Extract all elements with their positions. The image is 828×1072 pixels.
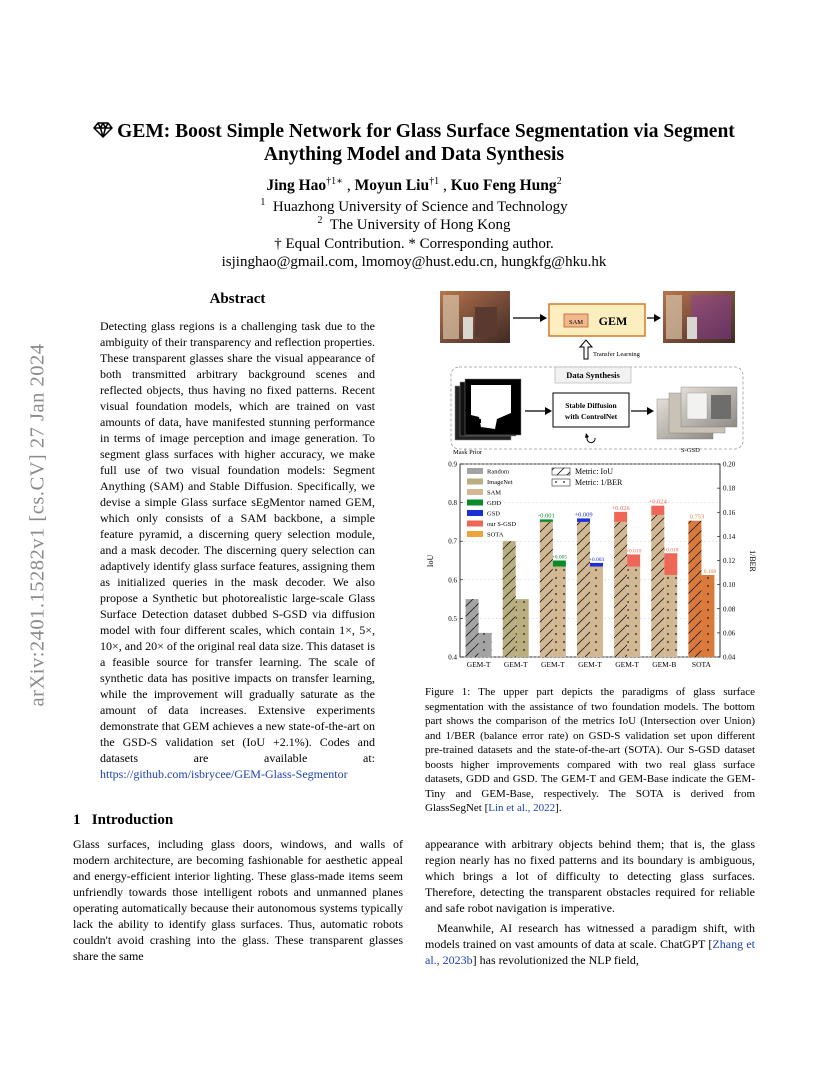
right-tick-label: 0.20 (723, 460, 736, 469)
figure-1 (425, 287, 755, 680)
title-line-1: GEM: Boost Simple Network for Glass Surface Segmentation via Segment (117, 121, 735, 142)
gem-box (549, 304, 645, 336)
author-name: Moyun Liu (354, 177, 430, 194)
iou-bar-hatch (577, 522, 590, 657)
iou-gain-segment (614, 512, 627, 522)
transfer-label: Transfer Learning (593, 351, 640, 358)
right-tick-label: 0.12 (723, 557, 736, 565)
code-link[interactable]: https://github.com/isbrycee/GEM-Glass-Segmentor (100, 767, 348, 781)
iou-bar-hatch (614, 522, 627, 657)
author-list: Jing Hao$^{\dagger 1∗}$ , Moyun Liu$^{\dagger 1}$ , Kuo Feng Hung$^2$ (266, 176, 562, 194)
legend-label: ImageNet (487, 479, 513, 486)
arrow-head (654, 314, 661, 322)
affiliation-name: The University of Hong Kong (329, 217, 511, 233)
section-heading (73, 812, 173, 829)
left-tick-label: 0.4 (448, 653, 457, 662)
paradigm-diagram (440, 291, 743, 456)
iou-ber-chart (426, 461, 757, 670)
sam-label: SAM (568, 319, 584, 326)
ber-bar-dots (553, 567, 566, 657)
legend-label: GDD (487, 500, 502, 507)
abstract-heading: Abstract (209, 291, 266, 307)
data-synthesis-label: Data Synthesis (566, 370, 620, 380)
x-tick-labels (467, 660, 712, 669)
legend-label: SOTA (487, 531, 504, 539)
ber-gain-label: +0.003 (588, 556, 605, 563)
ber-value-label: 0.108 (703, 568, 717, 575)
x-tick-label: GEM-T (466, 660, 491, 669)
section-number: 1 (73, 812, 81, 828)
ber-gain-label: +0.010 (625, 548, 642, 555)
affiliation-mark: 2 (317, 215, 323, 226)
legend-swatch (467, 468, 483, 474)
legend-swatch (467, 510, 483, 516)
x-tick-label: GEM-B (652, 660, 677, 669)
transfer-arrow-icon (580, 340, 592, 359)
metric-swatch-pattern (552, 479, 570, 486)
left-tick-label: 0.7 (448, 537, 457, 546)
iou-gain-segment (651, 506, 664, 515)
paragraph-text: ] has revolutionized the NLP field, (472, 953, 639, 967)
ber-bar-dots (701, 575, 714, 657)
x-tick-label: SOTA (691, 660, 711, 669)
author-mark: †1 (429, 176, 440, 187)
gem-label: GEM (598, 314, 628, 328)
x-tick-label: GEM-T (615, 660, 640, 669)
author-mark: †1∗ (326, 176, 343, 187)
arrow-head (540, 314, 547, 322)
abstract-text: Detecting glass regions is a challenging task due to the ambiguity of their transparency and reflection properties. These transparent glasses share the visual appearance of both transmitted arbitrary background scenes and reflected objects, thus having no fixed patterns. Recent visual foundation models, which are trained on vast amounts of data, have manifested stunning performance in terms of image perception and image generation. To segment glass surfaces with higher accuracy, we make full use of two visual foundation models: Segment Anything (SAM) and Stable Diffusion. Specifically, we devise a simple Glass surface sEgMentor named GEM, which only consists of a SAM backbone, a simple feature pyramid, a discerning query selection module, and a mask decoder. The discerning query selection can adaptively identify glass surface features, assigning them as initialized queries in the mask decoder. We also propose a Synthetic but photorealistic large-scale Glass Surface Detection dataset dubbed S-GSD via diffusion model with four different scales, which contain 1×, 5×, 10×, and 20× of the original real data size. This dataset is a feasible source for transfer learning. The scale of synthetic data has positive impacts on transfer learning, while the improvement will gradually saturate as the amount of data increases. Extensive experiments demonstrate that GEM achieves a new state-of-the-art on the GSD-S validation set (IoU +2.1%). Codes and datasets are available at: (100, 319, 375, 765)
legend-label: GSD (487, 510, 501, 518)
right-tick-label: 0.14 (723, 532, 736, 541)
paper-title (80, 120, 748, 166)
right-tick-label: 0.06 (723, 629, 736, 638)
legend-label: Random (487, 468, 510, 476)
author-mark: 2 (556, 176, 562, 187)
ber-gain-segment (627, 554, 640, 566)
x-tick-label: GEM-T (578, 660, 602, 669)
section-title: Introduction (91, 812, 174, 828)
contribution-note: † Equal Contribution. * Corresponding author. (274, 236, 554, 252)
iou-gain-segment (540, 519, 553, 522)
legend (467, 468, 516, 539)
ber-gain-segment (664, 553, 677, 575)
legend-label: SAM (487, 489, 502, 497)
legend-swatch (467, 531, 483, 537)
figure-caption (425, 685, 755, 816)
legend-label: our S-GSD (487, 521, 517, 528)
caption-text: ]. (555, 802, 562, 814)
right-tick-label: 0.08 (723, 605, 736, 614)
cycle-icon-head (585, 433, 589, 438)
metric-swatch-pattern (552, 468, 570, 475)
right-tick-label: 0.18 (723, 484, 736, 493)
intro-column-2 (425, 836, 755, 968)
legend-swatch (467, 500, 483, 506)
paragraph: appearance with arbitrary objects behind them; that is, the glass region nearly has no fixed patterns and its boundary is ambiguous, which brings a lot of difficulty to detecting glass surfaces. Therefore, detecting the transparent obstacles required for reliable and safe robot navigation is imperative. (425, 837, 755, 915)
arrow-head (545, 407, 552, 415)
right-tick-label: 0.10 (723, 581, 736, 590)
left-tick-label: 0.8 (448, 499, 457, 508)
ber-bar-dots (664, 575, 677, 657)
sd-label: with ControlNet (564, 412, 618, 421)
x-tick-label: GEM-T (540, 660, 565, 669)
iou-value-label: 0.753 (689, 513, 705, 521)
affiliation (80, 216, 748, 234)
arxiv-sidebar (18, 290, 58, 760)
left-tick-label: 0.6 (448, 576, 457, 585)
iou-gain-label: -0.001 (537, 512, 555, 520)
paragraph-text: Meanwhile, AI research has witnessed a paradigm shift, with models trained on vast amounts of data at scale. ChatGPT [ (425, 921, 755, 951)
left-tick-label: 0.5 (448, 614, 457, 623)
iou-gain-label: +0.026 (611, 504, 630, 512)
ber-bar-dots (479, 633, 492, 657)
iou-bar-hatch (466, 599, 479, 657)
iou-bar-hatch (503, 541, 516, 657)
stable-diffusion-box (553, 393, 629, 427)
iou-gain-segment (577, 518, 590, 521)
metric-legend (552, 467, 623, 487)
author-emails: isjinghao@gmail.com, lmomoy@hust.edu.cn, hungkfg@hku.hk (221, 254, 607, 270)
sd-label: Stable Diffusion (565, 401, 617, 410)
iou-gain-label: +0.009 (574, 511, 593, 519)
legend-swatch (467, 521, 483, 527)
legend-swatch (467, 489, 483, 495)
affiliation (80, 198, 748, 216)
ber-bar-dots (590, 567, 603, 657)
author-name: Kuo Feng Hung (450, 177, 557, 194)
right-tick-label: 0.04 (723, 653, 736, 662)
mask-prior-stack (455, 379, 521, 440)
sgsd-image-stack (657, 387, 737, 439)
ber-gain-segment (553, 561, 566, 567)
x-tick-label: GEM-T (503, 660, 528, 669)
left-tick-label: 0.9 (448, 460, 457, 469)
input-photo (440, 291, 510, 343)
affiliation-name: Huazhong University of Science and Technology (272, 199, 568, 215)
iou-gain-label: +0.024 (648, 498, 667, 506)
author-name: Jing Hao (266, 177, 327, 194)
left-axis-label: IoU (426, 554, 435, 568)
mask-prior-label: Mask Prior (453, 449, 483, 456)
sgsd-label: S-GSD (681, 447, 700, 454)
ber-bar-dots (627, 567, 640, 657)
metric-label: Metric: IoU (575, 467, 613, 476)
arxiv-id: arXiv:2401.15282v1 [cs.CV] 27 Jan 2024 (26, 343, 49, 707)
paragraph (425, 920, 755, 968)
iou-bar-hatch (540, 522, 553, 657)
output-photo (663, 291, 735, 343)
citation-link[interactable]: Zhang et al., 2023b (425, 937, 755, 967)
intro-column-1: Glass surfaces, including glass doors, windows, and walls of modern architecture, are becoming fashionable for aesthetic appeal and energy-efficient interior lighting. These glass-made items seem unfriendly towards those intelligent robots and unmanned planes operating automatically because their autonomous systems typically lack the ability to identify glass surfaces. Thus, automatic robots couldn't avoid crashing into the glass. These transparent glasses share the same (73, 837, 403, 963)
abstract-body (100, 318, 375, 782)
right-tick-label: 0.16 (723, 508, 736, 517)
ber-gain-label: +0.005 (551, 554, 568, 561)
legend-swatch (467, 479, 483, 485)
arrow-head (647, 407, 654, 415)
citation-link[interactable]: Lin et al., 2022 (488, 802, 556, 814)
iou-bar-hatch (651, 515, 664, 657)
title-line-2: Anything Model and Data Synthesis (263, 144, 565, 165)
gem-icon (93, 122, 113, 138)
ber-gain-segment (590, 563, 603, 567)
left-axis-ticks (448, 461, 463, 662)
ber-gain-label: +0.018 (663, 547, 679, 554)
iou-bar-hatch (688, 521, 701, 657)
affiliation-mark: 1 (260, 197, 266, 208)
right-axis-label: 1/BER (748, 550, 757, 572)
ber-bar-dots (516, 599, 529, 657)
caption-text: Figure 1: The upper part depicts the paradigms of glass surface segmentation with the assistance of two foundation models. The bottom part shows the comparison of the metrics IoU (Intersection over Union) and 1/BER (balance error rate) on GSD-S validation set upon different pre-trained datasets and the state-of-the-art (SOTA). Our S-GSD dataset boosts higher improvements compared with two real glass surface datasets, GDD and GSD. The GEM-T and GEM-Base indicate the GEM-Tiny and GEM-Base, respectively. The SOTA is derived from GlassSegNet [ (425, 686, 755, 814)
metric-label: Metric: 1/BER (575, 478, 623, 487)
